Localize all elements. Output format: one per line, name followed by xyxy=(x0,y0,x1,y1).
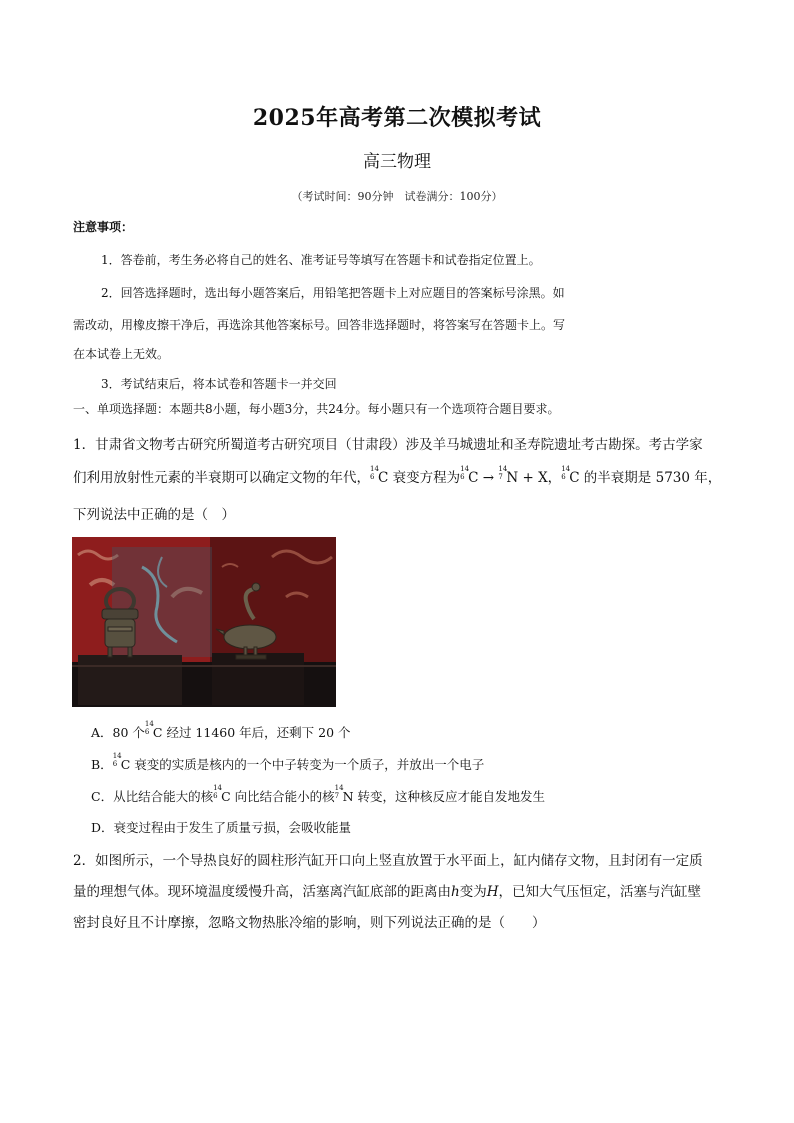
q1-option-c[interactable]: C．从比结合能大的核 14 6 C 向比结合能小的核 14 7 N 转变，这种核反应才能自发地发生 xyxy=(91,784,546,804)
q1-text-a: 们利用放射性元素的半衰期可以确定文物的年代， xyxy=(73,470,370,486)
q1-text-d: N + X， xyxy=(506,470,562,486)
q1-option-b[interactable]: B． 14 6 C 衰变的实质是核内的一个中子转变为一个质子，并放出一个电子 xyxy=(91,752,485,772)
c14-isotope: 14 6 xyxy=(370,465,379,481)
q1-stem-line2 xyxy=(73,466,721,486)
c14-isotope: 14 6 xyxy=(460,465,470,481)
q1-text-e: C 的半衰期是 5730 年， xyxy=(569,470,722,486)
q1-stem-line3: 下列说法中正确的是（ ） xyxy=(73,507,235,523)
q2-stem-line1: 2．如图所示，一个导热良好的圆柱形汽缸开口向上竖直放置于水平面上，缸内储存文物，且封闭有一定质 xyxy=(73,853,703,869)
c14-isotope: 14 6 xyxy=(213,784,222,800)
note-item-2-line2: 需改动，用橡皮擦干净后，再选涂其他答案标号。回答非选择题时，将答案写在答题卡上。写 xyxy=(73,318,566,332)
exam-subtitle: 高三物理 xyxy=(363,152,431,172)
section-heading: 一、单项选择题：本题共8小题，每小题3分，共24分。每小题只有一个选项符合题目要求。 xyxy=(73,402,560,416)
n14-isotope: 14 7 xyxy=(498,465,508,481)
q2-stem-line2: 量的理想气体。现环境温度缓慢升高，活塞离汽缸底部的距离由h变为H，已知大气压恒定，活塞与汽缸壁 xyxy=(73,884,701,900)
q1-option-a[interactable]: A．80 个 14 6 C 经过 11460 年后，还剩下 20 个 xyxy=(91,720,351,740)
q1-stem-line1: 1．甘肃省文物考古研究所蜀道考古研究项目（甘肃段）涉及羊马城遗址和圣寿院遗址考古勘探。考古学家 xyxy=(73,437,703,453)
note-item-2-line3: 在本试卷上无效。 xyxy=(73,347,170,361)
note-item-3: 3．考试结束后，将本试卷和答题卡一并交回 xyxy=(101,377,337,391)
q1-option-d[interactable]: D．衰变过程由于发生了质量亏损，会吸收能量 xyxy=(91,820,352,835)
museum-artifact-photo xyxy=(72,537,336,707)
note-item-2-line1: 2．回答选择题时，选出每小题答案后，用铅笔把答题卡上对应题目的答案标号涂黑。如 xyxy=(101,286,565,300)
q1-text-b: C 衰变方程为 xyxy=(378,470,461,486)
note-item-1: 1．答卷前，考生务必将自己的姓名、准考证号等填写在答题卡和试卷指定位置上。 xyxy=(101,253,541,267)
q1-text-c: C → xyxy=(468,470,499,486)
notes-heading: 注意事项： xyxy=(73,220,134,234)
var-h: h xyxy=(451,884,460,900)
var-H: H xyxy=(486,884,499,900)
c14-isotope: 14 6 xyxy=(561,465,571,481)
c14-isotope: 14 6 xyxy=(112,752,122,768)
n14-isotope: 14 7 xyxy=(334,784,344,800)
q2-stem-line3: 密封良好且不计摩擦，忽略文物热胀冷缩的影响，则下列说法正确的是（ ） xyxy=(73,915,546,931)
exam-time-info: （考试时间：90分钟 试卷满分：100分） xyxy=(291,190,503,203)
exam-title: 2025年高考第二次模拟考试 xyxy=(252,105,542,131)
c14-isotope: 14 6 xyxy=(144,720,154,736)
